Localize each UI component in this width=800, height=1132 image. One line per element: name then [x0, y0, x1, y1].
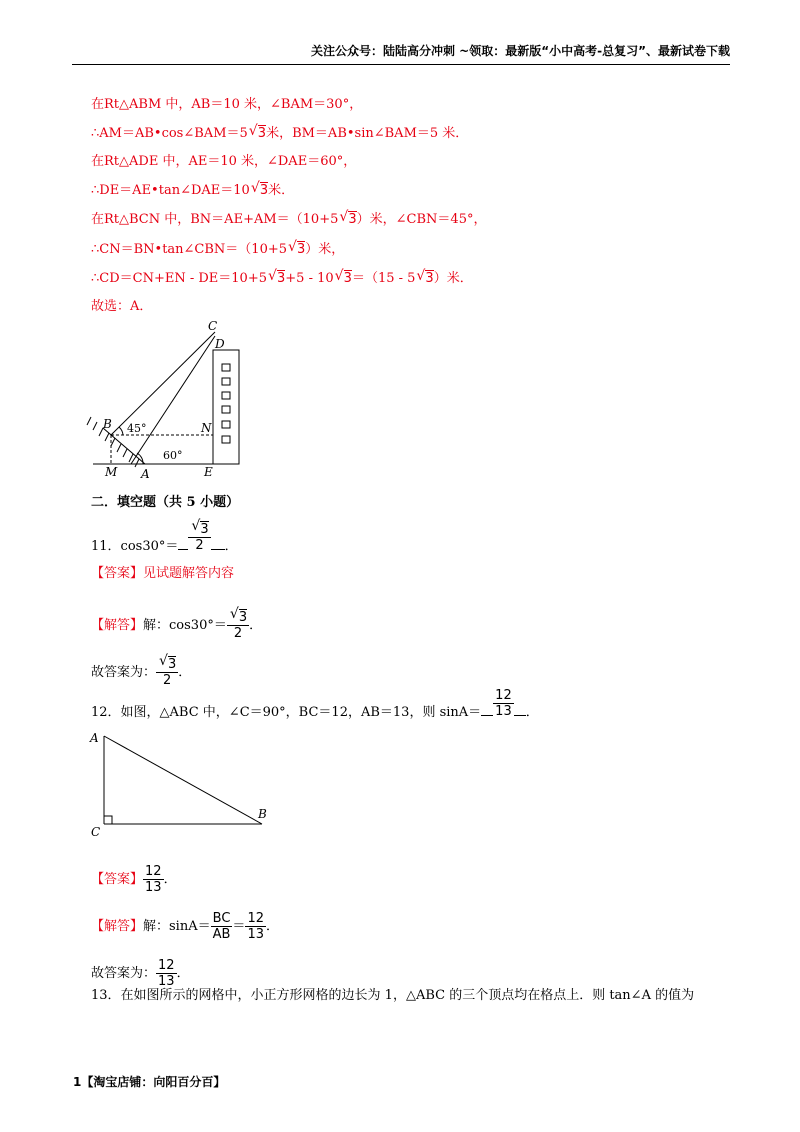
angle-45: 45°	[127, 422, 147, 435]
solution-line-3: 在Rt△ADE 中，AE＝10 米，∠DAE＝60°，	[91, 154, 357, 169]
window	[222, 406, 230, 413]
q12-answer-frac: $\frac{12}{13}$	[145, 864, 162, 895]
solution-line-1: 在Rt△ABM 中，AB＝10 米，∠BAM＝30°，	[91, 97, 363, 112]
q11-final-frac: √ 3 2	[156, 657, 178, 688]
label-B: B	[258, 807, 267, 821]
q12-solution: 【解答】解：sinA＝ $\frac{BC}{AB}$ ＝ $\frac{12}{13}$ ．	[91, 911, 279, 942]
sqrt-symbol: √ 3	[339, 209, 357, 227]
q11-stem: 11．cos30°＝ √ 3 2 ．	[91, 518, 238, 554]
solution-line-2: ∴AM＝AB•cos∠BAM＝5 √ 3米，BM＝AB•sin∠BAM＝5 米．	[91, 124, 468, 144]
solution-line-8: 故选：A．	[91, 299, 153, 314]
page-footer: 1【淘宝店铺：向阳百分百】	[73, 1075, 226, 1089]
window	[222, 421, 230, 428]
solution-line-4: ∴DE＝AE•tan∠DAE＝10 √ 3米．	[91, 181, 294, 201]
label-D: D	[215, 337, 225, 351]
q11-solution: 【解答】解：cos30°＝ √ 3 2 ．	[91, 606, 263, 641]
building-figure	[85, 318, 255, 480]
angle-60: 60°	[163, 449, 183, 462]
q12-answer: 【答案】 $\frac{12}{13}$ ．	[91, 864, 177, 895]
line-BC	[111, 332, 215, 435]
sqrt-symbol: √ 3	[334, 268, 352, 286]
q12-blank-frac: $\frac{12}{13}$	[495, 688, 512, 719]
page-header: 关注公众号：陆陆高分冲刺 ~领取：最新版“小中高考-总复习”、最新试卷下载	[311, 44, 730, 58]
label-E: E	[204, 465, 213, 479]
side-AB	[104, 736, 262, 824]
label-B: B	[103, 417, 112, 431]
sqrt-symbol: √ 3	[416, 268, 434, 286]
sqrt-symbol: √ 3	[268, 268, 286, 286]
q11-final: 故答案为： √ 3 2 ．	[91, 653, 192, 688]
q11-sol-frac: √ 3 2	[227, 610, 249, 641]
q12-stem: 12．如图，△ABC 中，∠C＝90°，BC＝12，AB＝13，则 sinA＝ $\frac{12}{13}$ ．	[91, 688, 539, 720]
q12-sol-frac: $\frac{12}{13}$	[247, 911, 264, 942]
window	[222, 378, 230, 385]
section-title: 二．填空题（共 5 小题）	[91, 495, 240, 510]
sqrt-symbol: √ 3	[250, 180, 269, 198]
label-A: A	[141, 467, 150, 480]
window	[222, 364, 230, 371]
sqrt-symbol: √ 3	[288, 239, 306, 257]
label-M: M	[105, 465, 118, 479]
q13-stem: 13．在如图所示的网格中，小正方形网格的边长为 1，△ABC 的三个顶点均在格点上．则 tan∠A 的值为	[91, 988, 695, 1003]
solution-line-6: ∴CN＝BN•tan∠CBN＝（10+5 √ 3）米，	[91, 240, 344, 260]
label-N: N	[201, 421, 212, 435]
triangle-figure	[88, 726, 278, 841]
q12-bc-ab-frac: $\frac{BC}{AB}$	[212, 911, 231, 942]
label-C: C	[91, 825, 101, 839]
label-A: A	[90, 731, 99, 745]
header-rule	[72, 64, 730, 65]
q12-final: 故答案为： $\frac{12}{13}$ ．	[91, 958, 190, 989]
solution-line-5: 在Rt△BCN 中，BN＝AE+AM＝（10+5 √ 3）米，∠CBN＝45°，	[91, 210, 486, 230]
window	[222, 436, 230, 443]
window	[222, 392, 230, 399]
right-angle-mark	[104, 816, 112, 824]
line-AD	[131, 336, 215, 464]
sqrt-symbol: √ 3	[248, 123, 267, 141]
solution-line-7: ∴CD＝CN+EN - DE＝10+5 √ 3+5 - 10 √ 3＝（15 - 5 √ 3）米．	[91, 269, 473, 289]
q11-blank-frac: √ 3 2	[188, 522, 210, 553]
q12-final-frac: $\frac{12}{13}$	[158, 958, 175, 989]
label-C: C	[208, 319, 218, 333]
building-rect	[213, 350, 239, 464]
q11-answer: 【答案】见试题解答内容	[91, 566, 235, 581]
